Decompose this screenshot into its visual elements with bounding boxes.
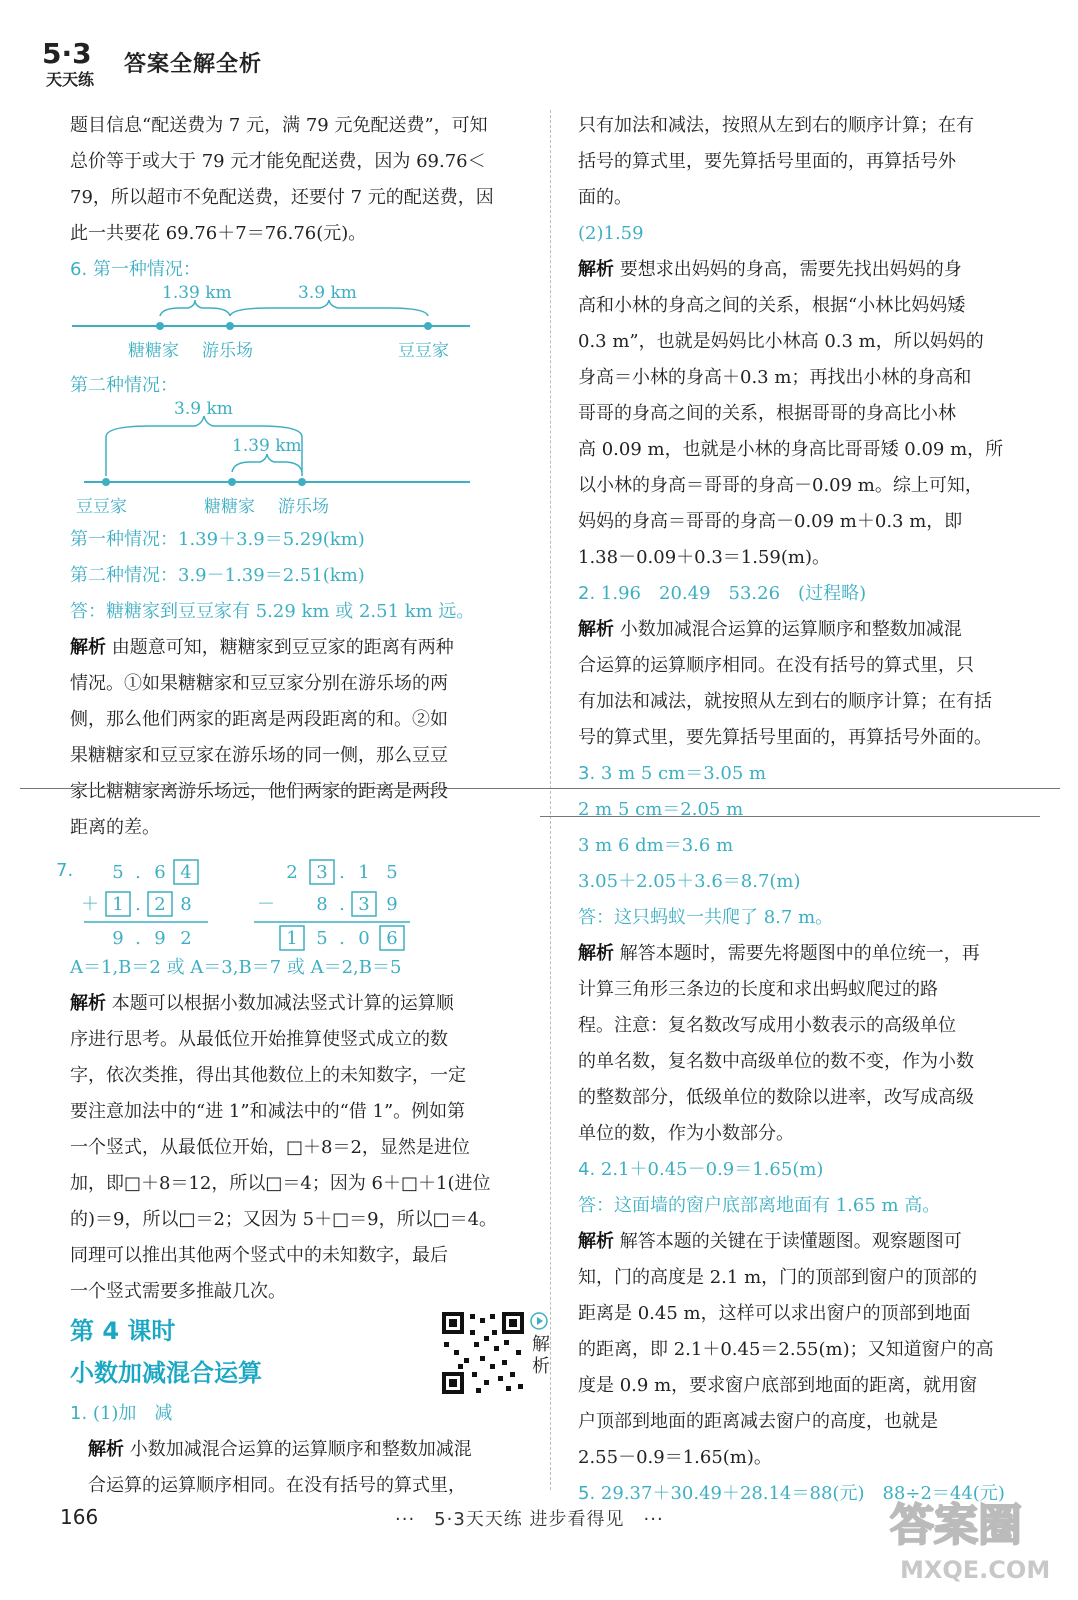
calc2-operator: －: [257, 894, 275, 915]
q7-number: 7.: [56, 860, 74, 881]
case2-place: 糖糖家: [204, 497, 255, 517]
analysis-line: 字，依次类推，得出其他数位上的未知数字，一定: [70, 1065, 466, 1086]
q3-number: 3.: [578, 763, 596, 784]
analysis-keyword: 解析: [578, 943, 614, 964]
analysis-line: 的整数部分，低级单位的数除以进率，改写成高级: [578, 1087, 974, 1108]
analysis-line: 合运算的运算顺序相同。在没有括号的算式里，: [88, 1475, 466, 1496]
case1-place: 游乐场: [202, 341, 253, 361]
watermark-domain: MXQE.COM: [900, 1556, 1051, 1584]
analysis-keyword: 解析: [578, 259, 614, 280]
analysis-keyword: 解析: [578, 1231, 614, 1252]
calc1-digit: .: [135, 928, 141, 949]
calc1-digit: 2: [180, 928, 192, 949]
q3-answer: 答：这只蚂蚁一共爬了 8.7 m。: [578, 907, 834, 928]
analysis-keyword: 解析: [70, 993, 106, 1014]
q3-analysis: 解析 解答本题时，需要先将题图中的单位统一，再: [578, 943, 980, 964]
intro-line: 此一共要花 69.76＋7＝76.76(元)。: [70, 223, 367, 244]
analysis-line: 单位的数，作为小数部分。: [578, 1123, 794, 1144]
analysis-line: 的单名数，复名数中高级单位的数不变，作为小数: [578, 1051, 974, 1072]
case1-segment-2: 3.9 km: [298, 283, 357, 303]
calc1-digit: 8: [180, 894, 192, 915]
analysis-line: 妈妈的身高＝哥哥的身高－0.09 m＋0.3 m，即: [578, 511, 963, 532]
q6-number: 6.: [70, 259, 88, 280]
calc2-digit: .: [339, 862, 345, 883]
calc1-digit: 2: [154, 894, 166, 915]
analysis-line: 程。注意：复名数改写成用小数表示的高级单位: [578, 1015, 956, 1036]
cont-line: 括号的算式里，要先算括号里面的，再算括号外: [578, 151, 956, 172]
calc2-digit: 5: [316, 928, 328, 949]
analysis-line: 的)＝9，所以□＝2；又因为 5＋□＝9，所以□＝4。: [70, 1209, 498, 1230]
distance-diagram-2: [70, 399, 530, 522]
right-column: [578, 108, 1048, 1512]
watermark-text: 答案圈: [890, 1500, 1022, 1551]
calc1-digit: 4: [180, 862, 192, 883]
q3-line: 2 m 5 cm＝2.05 m: [578, 799, 744, 820]
case1-segment-1: 1.39 km: [162, 283, 232, 303]
case1-place: 糖糖家: [128, 341, 179, 361]
analysis-line: 2.55－0.9＝1.65(m)。: [578, 1447, 772, 1468]
calc2-digit: 6: [386, 928, 398, 949]
analysis-line: 合运算的运算顺序相同。在没有括号的算式里，只: [578, 655, 974, 676]
analysis-line: 一个竖式，从最低位开始，□＋8＝2，显然是进位: [70, 1137, 470, 1158]
q7-vertical-calcs: [56, 846, 538, 950]
analysis-line: 情况。①如果糖糖家和豆豆家分别在游乐场的两: [70, 673, 448, 694]
analysis-keyword: 解析: [578, 619, 614, 640]
analysis-line: 距离是 0.45 m，这样可以求出窗户的顶部到地面: [578, 1303, 971, 1324]
logo-chars: 天天练: [46, 70, 95, 89]
calc2-digit: 3: [316, 862, 328, 883]
column-divider: [550, 110, 551, 1490]
left-column: [56, 108, 550, 1504]
q4-analysis: 解析 解答本题的关键在于读懂题图。观察题图可: [578, 1231, 962, 1252]
analysis-line: 身高＝小林的身高＋0.3 m；再找出小林的身高和: [578, 367, 972, 388]
calc2-digit: 0: [358, 928, 370, 949]
lesson-header: [70, 1310, 550, 1396]
q5-calc: 5. 29.37＋30.49＋28.14＝88(元) 88÷2＝44(元): [578, 1483, 1005, 1504]
cont-line: 只有加法和减法，按照从左到右的顺序计算；在有: [578, 115, 974, 136]
case2-short-distance: 1.39 km: [232, 436, 302, 456]
analysis-line: 果糖糖家和豆豆家在游乐场的同一侧，那么豆豆: [70, 745, 448, 766]
analysis-line: 加，即□＋8＝12，所以□＝4；因为 6＋□＋1(进位: [70, 1173, 491, 1194]
calc1-digit: .: [135, 862, 141, 883]
analysis-line: 侧，那么他们两家的距离是两段距离的和。②如: [70, 709, 448, 730]
analysis-line: 以小林的身高＝哥哥的身高－0.09 m。综上可知，: [578, 475, 983, 496]
q2-number: 2.: [578, 583, 596, 604]
calc2-digit: 1: [286, 928, 298, 949]
watermark-logo: [880, 1480, 1070, 1590]
q1-2-analysis: 解析 要想求出妈妈的身高，需要先找出妈妈的身: [578, 259, 962, 280]
analysis-line: 要注意加法中的“进 1”和减法中的“借 1”。例如第: [70, 1101, 466, 1122]
calc2-digit: 1: [358, 862, 370, 883]
analysis-line: 的距离，即 2.1＋0.45＝2.55(m)；又知道窗户的高: [578, 1339, 994, 1360]
calc2-digit: .: [339, 894, 345, 915]
calc2-digit: 9: [386, 894, 398, 915]
calc2-digit: 8: [316, 894, 328, 915]
q2-answer: 2. 1.96 20.49 53.26 (过程略): [578, 583, 867, 604]
calc1-digit: .: [135, 894, 141, 915]
header: [38, 34, 262, 90]
q1-analysis: 解析 小数加减混合运算的运算顺序和整数加减混: [88, 1439, 472, 1460]
analysis-line: 1.38－0.09＋0.3＝1.59(m)。: [578, 547, 830, 568]
analysis-line: 序进行思考。从最低位开始推算使竖式成立的数: [70, 1029, 448, 1050]
case2-long-distance: 3.9 km: [174, 399, 233, 419]
analysis-line: 度是 0.9 m，要求窗户底部到地面的距离，就用窗: [578, 1375, 978, 1396]
analysis-line: 距离的差。: [70, 817, 160, 838]
page-crease-line: [540, 816, 1040, 817]
play-icon: [530, 1312, 548, 1330]
q3-line: 3.05＋2.05＋3.6＝8.7(m): [578, 871, 801, 892]
calc1-operator: ＋: [81, 894, 99, 915]
case2-place: 豆豆家: [76, 497, 127, 517]
calc2-digit: 2: [286, 862, 298, 883]
distance-diagram-1: [70, 283, 530, 368]
analysis-keyword: 解析: [70, 637, 106, 658]
lesson-title: 第 4 课时: [70, 1317, 176, 1345]
vertical-calculations: [56, 846, 538, 950]
qr-code-icon[interactable]: [440, 1310, 526, 1396]
q1-number: 1.: [70, 1403, 88, 1424]
analysis-line: 号的算式里，要先算括号里面的，再算括号外面的。: [578, 727, 992, 748]
q4-number: 4.: [578, 1159, 596, 1180]
case2-place: 游乐场: [278, 497, 329, 517]
calc2-digit: 3: [358, 894, 370, 915]
page-crease-line: [20, 788, 1060, 789]
q7-analysis: 解析 本题可以根据小数加减法竖式计算的运算顺: [70, 993, 454, 1014]
logo-digits: 5·3: [42, 37, 92, 70]
calc2-digit: .: [339, 928, 345, 949]
calc1-digit: 1: [112, 894, 124, 915]
lesson-subtitle: 小数加减混合运算: [70, 1359, 262, 1387]
calc1-digit: 6: [154, 862, 166, 883]
analysis-line: 家比糖糖家离游乐场远，他们两家的距离是两段: [70, 781, 448, 802]
intro-line: 总价等于或大于 79 元才能免配送费，因为 69.76＜: [70, 151, 486, 172]
q6-diagram-case2: [70, 399, 538, 522]
intro-line: 题目信息“配送费为 7 元，满 79 元免配送费”，可知: [70, 115, 488, 136]
qr-label: 解析: [532, 1334, 550, 1377]
q6-answer: 答：糖糖家到豆豆家有 5.29 km 或 2.51 km 远。: [70, 601, 475, 622]
intro-line: 79，所以超市不免配送费，还要付 7 元的配送费，因: [70, 187, 494, 208]
q1-2-answer: (2)1.59: [578, 223, 644, 244]
brand-logo: [38, 35, 112, 89]
calc1-digit: 9: [154, 928, 166, 949]
q1-answer: 1. (1)加 减: [70, 1403, 173, 1424]
q3-line: 3. 3 m 5 cm＝3.05 m: [578, 763, 767, 784]
analysis-line: 知，门的高度是 2.1 m，门的顶部到窗户的顶部的: [578, 1267, 978, 1288]
header-title: 答案全解全析: [124, 51, 263, 77]
analysis-line: 哥哥的身高之间的关系，根据哥哥的身高比小林: [578, 403, 956, 424]
analysis-line: 高和小林的身高之间的关系，根据“小林比妈妈矮: [578, 295, 966, 316]
case1-place: 豆豆家: [398, 341, 449, 361]
q4-calc: 4. 2.1＋0.45－0.9＝1.65(m): [578, 1159, 824, 1180]
q5-number: 5.: [578, 1483, 596, 1504]
q6-analysis: 解析 由题意可知，糖糖家到豆豆家的距离有两种: [70, 637, 454, 658]
analysis-line: 高 0.09 m，也就是小林的身高比哥哥矮 0.09 m，所: [578, 439, 1004, 460]
analysis-line: 计算三角形三条边的长度和求出蚂蚁爬过的路: [578, 979, 938, 1000]
calc2-digit: 5: [386, 862, 398, 883]
q2-analysis: 解析 小数加减混合运算的运算顺序和整数加减混: [578, 619, 962, 640]
q6-calc2: 第二种情况：3.9－1.39＝2.51(km): [70, 565, 365, 586]
q6-case2-label: 第二种情况：: [70, 375, 178, 396]
analysis-line: 0.3 m”，也就是妈妈比小林高 0.3 m，所以妈妈的: [578, 331, 984, 352]
analysis-line: 户顶部到地面的距离减去窗户的高度，也就是: [578, 1411, 938, 1432]
calc1-digit: 5: [112, 862, 124, 883]
analysis-keyword: 解析: [88, 1439, 124, 1460]
q4-answer: 答：这面墙的窗户底部离地面有 1.65 m 高。: [578, 1195, 941, 1216]
footer-slogan: ··· 5·3天天练 进步看得见 ···: [395, 1509, 664, 1530]
q6-case1-label: 6. 第一种情况：: [70, 259, 201, 280]
analysis-line: 有加法和减法，就按照从左到右的顺序计算；在有括: [578, 691, 992, 712]
q7-answer: A＝1,B＝2 或 A＝3,B＝7 或 A＝2,B＝5: [70, 957, 402, 978]
analysis-line: 一个竖式需要多推敲几次。: [70, 1281, 286, 1302]
q3-line: 3 m 6 dm＝3.6 m: [578, 835, 734, 856]
page-number: 166: [60, 1505, 99, 1529]
q6-diagram-case1: [70, 283, 538, 368]
calc1-digit: 9: [112, 928, 124, 949]
analysis-line: 同理可以推出其他两个竖式中的未知数字，最后: [70, 1245, 448, 1266]
cont-line: 面的。: [578, 187, 632, 208]
q6-calc1: 第一种情况：1.39＋3.9＝5.29(km): [70, 529, 365, 550]
